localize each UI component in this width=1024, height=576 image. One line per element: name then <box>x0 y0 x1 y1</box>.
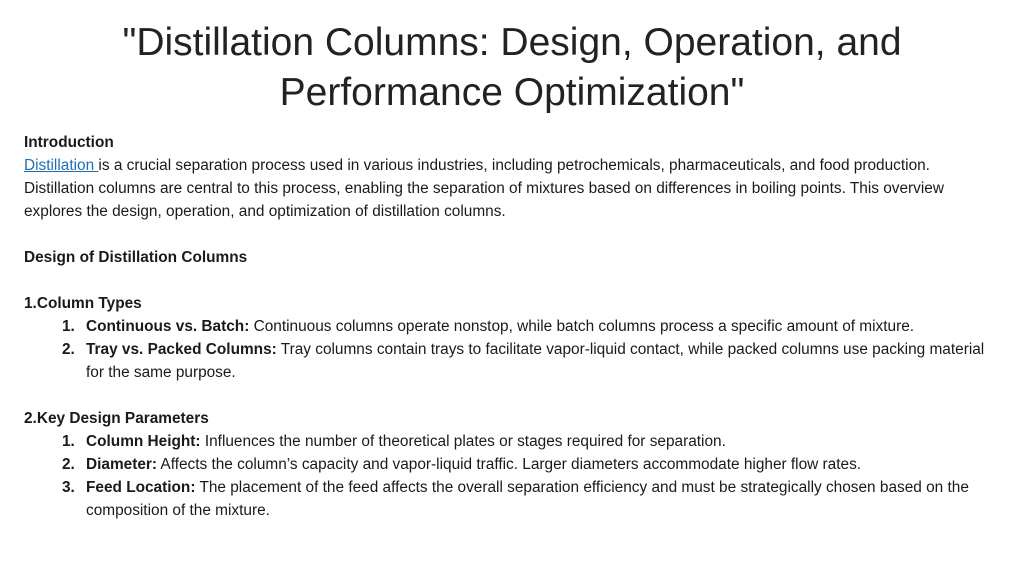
list-item-text: The placement of the feed affects the overall separation efficiency and must be strategically chosen based on the composition of the mixture. <box>86 479 969 519</box>
column-types-list <box>24 315 994 384</box>
list-item-label: Feed Location: <box>86 479 196 496</box>
design-params-heading: 2.Key Design Parameters <box>24 410 209 427</box>
list-item <box>24 338 994 384</box>
spacer <box>24 269 994 292</box>
intro-heading: Introduction <box>24 134 114 151</box>
list-number: 1. <box>62 318 75 335</box>
list-number: 1. <box>62 433 75 450</box>
distillation-link[interactable]: Distillation <box>24 157 99 174</box>
list-item-label: Tray vs. Packed Columns: <box>86 341 277 358</box>
list-item-text: Influences the number of theoretical plates or stages required for separation. <box>200 433 726 450</box>
intro-body: is a crucial separation process used in various industries, including petrochemicals, pharmaceuticals, and food production. Distillation columns are central to this process, enabling the separation of mixtures based on differences in boiling points. This overview explores the design, operation, and optimization of distillation columns. <box>24 157 944 220</box>
column-types-heading: 1.Column Types <box>24 295 142 312</box>
design-params-list <box>24 430 994 522</box>
list-item-label: Column Height: <box>86 433 201 450</box>
list-item-text: Affects the column’s capacity and vapor-liquid traffic. Larger diameters accommodate higher flow rates. <box>157 456 862 473</box>
list-item-text: Continuous columns operate nonstop, while batch columns process a specific amount of mixture. <box>249 318 915 335</box>
intro-paragraph <box>24 154 994 223</box>
list-number: 3. <box>62 479 75 496</box>
slide-content <box>24 131 994 522</box>
list-number: 2. <box>62 456 75 473</box>
list-item <box>24 315 994 338</box>
list-item <box>24 430 994 453</box>
list-item-text: Tray columns contain trays to facilitate vapor-liquid contact, while packed columns use packing material for the same purpose. <box>86 341 985 381</box>
list-item <box>24 476 994 522</box>
list-item-label: Continuous vs. Batch: <box>86 318 250 335</box>
slide-title: "Distillation Columns: Design, Operation, and Performance Optimization" <box>122 21 902 114</box>
list-item-label: Diameter: <box>86 456 157 473</box>
spacer <box>24 384 994 407</box>
list-number: 2. <box>62 341 75 358</box>
spacer <box>24 223 994 246</box>
list-item <box>24 453 994 476</box>
design-heading: Design of Distillation Columns <box>24 249 248 266</box>
